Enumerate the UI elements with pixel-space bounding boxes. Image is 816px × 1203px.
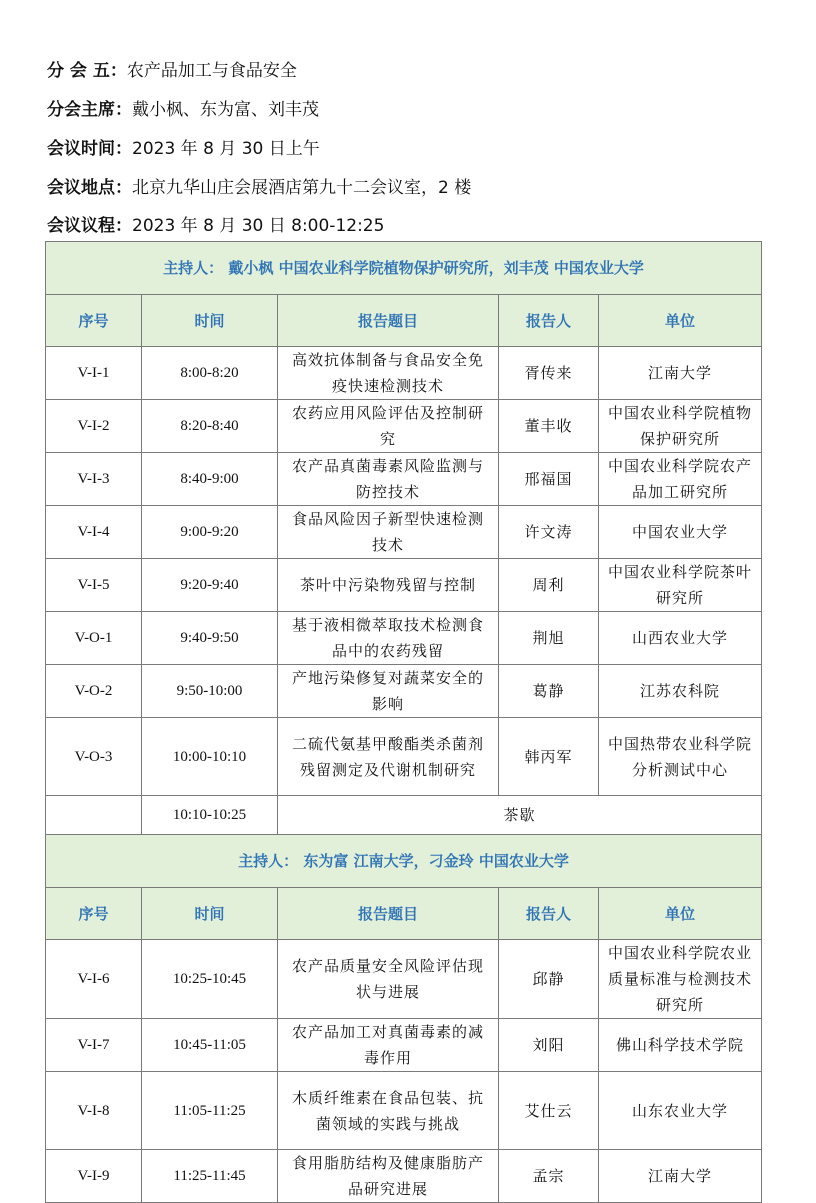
session-chairs-line	[47, 95, 319, 120]
talk-org: 中国农业科学院农业质量标准与检测技术研究所	[599, 940, 762, 1019]
talk-title: 农产品加工对真菌毒素的减毒作用	[278, 1019, 499, 1072]
talk-time: 10:00-10:10	[142, 718, 278, 796]
talk-org: 江苏农科院	[599, 665, 762, 718]
talk-org: 中国农业科学院植物保护研究所	[599, 400, 762, 453]
talk-title: 农药应用风险评估及控制研究	[278, 400, 499, 453]
table-row	[46, 718, 762, 796]
host-row-2	[46, 835, 762, 888]
talk-org: 江南大学	[599, 1150, 762, 1203]
table-row	[46, 1072, 762, 1150]
talk-time: 9:40-9:50	[142, 612, 278, 665]
col-header-id: 序号	[46, 295, 142, 347]
talk-time: 9:20-9:40	[142, 559, 278, 612]
header-row	[46, 888, 762, 940]
talk-id: V-I-8	[46, 1072, 142, 1150]
talk-id: V-I-7	[46, 1019, 142, 1072]
talk-speaker: 周利	[499, 559, 599, 612]
session-name-label: 分 会 五：	[47, 61, 127, 81]
table-row	[46, 400, 762, 453]
talk-id: V-O-2	[46, 665, 142, 718]
talk-org: 中国农业科学院农产品加工研究所	[599, 453, 762, 506]
session-venue-line	[47, 173, 471, 198]
talk-title: 农产品质量安全风险评估现状与进展	[278, 940, 499, 1019]
talk-title: 基于液相微萃取技术检测食品中的农药残留	[278, 612, 499, 665]
talk-time: 10:25-10:45	[142, 940, 278, 1019]
talk-time: 8:00-8:20	[142, 347, 278, 400]
talk-title: 茶叶中污染物残留与控制	[278, 559, 499, 612]
header-row	[46, 295, 762, 347]
talk-id: V-I-6	[46, 940, 142, 1019]
table-row	[46, 559, 762, 612]
table-row	[46, 940, 762, 1019]
talk-id: V-I-1	[46, 347, 142, 400]
session-time-label: 会议时间：	[47, 139, 132, 159]
session-agenda-line	[47, 211, 384, 236]
session-venue-label: 会议地点：	[47, 178, 132, 198]
table-row	[46, 453, 762, 506]
break-label: 茶歇	[278, 796, 762, 835]
talk-speaker: 孟宗	[499, 1150, 599, 1203]
table-row	[46, 612, 762, 665]
col-header-time: 时间	[142, 888, 278, 940]
talk-speaker: 葛静	[499, 665, 599, 718]
col-header-title: 报告题目	[278, 888, 499, 940]
talk-title: 产地污染修复对蔬菜安全的影响	[278, 665, 499, 718]
host-cell: 主持人： 东为富 江南大学，刁金玲 中国农业大学	[46, 835, 762, 888]
session-chairs: 戴小枫、东为富、刘丰茂	[132, 100, 319, 120]
col-header-speaker: 报告人	[499, 888, 599, 940]
talk-id: V-O-1	[46, 612, 142, 665]
break-row	[46, 796, 762, 835]
table-row	[46, 506, 762, 559]
table-row	[46, 665, 762, 718]
talk-speaker: 邱静	[499, 940, 599, 1019]
schedule-table	[45, 241, 762, 1203]
table-row	[46, 347, 762, 400]
talk-title: 农产品真菌毒素风险监测与防控技术	[278, 453, 499, 506]
talk-time: 9:50-10:00	[142, 665, 278, 718]
talk-speaker: 胥传来	[499, 347, 599, 400]
talk-speaker: 邢福国	[499, 453, 599, 506]
talk-title: 高效抗体制备与食品安全免疫快速检测技术	[278, 347, 499, 400]
talk-org: 山西农业大学	[599, 612, 762, 665]
talk-id: V-I-3	[46, 453, 142, 506]
table-row	[46, 1019, 762, 1072]
col-header-org: 单位	[599, 295, 762, 347]
session-agenda: 2023 年 8 月 30 日 8:00-12:25	[132, 216, 385, 236]
table-row	[46, 1150, 762, 1203]
talk-speaker: 董丰收	[499, 400, 599, 453]
session-name-line	[47, 56, 297, 81]
talk-time: 11:05-11:25	[142, 1072, 278, 1150]
host-row-1	[46, 242, 762, 295]
talk-id: V-I-2	[46, 400, 142, 453]
col-header-title: 报告题目	[278, 295, 499, 347]
talk-title: 木质纤维素在食品包装、抗菌领域的实践与挑战	[278, 1072, 499, 1150]
talk-time: 8:20-8:40	[142, 400, 278, 453]
session-name: 农产品加工与食品安全	[126, 61, 297, 81]
talk-id: V-I-5	[46, 559, 142, 612]
talk-time: 9:00-9:20	[142, 506, 278, 559]
talk-time: 11:25-11:45	[142, 1150, 278, 1203]
talk-speaker: 刘阳	[499, 1019, 599, 1072]
talk-title: 二硫代氨基甲酸酯类杀菌剂残留测定及代谢机制研究	[278, 718, 499, 796]
break-id-empty	[46, 796, 142, 835]
session-time: 2023 年 8 月 30 日上午	[132, 139, 320, 159]
talk-speaker: 许文涛	[499, 506, 599, 559]
col-header-org: 单位	[599, 888, 762, 940]
session-chairs-label: 分会主席：	[47, 100, 132, 120]
talk-org: 山东农业大学	[599, 1072, 762, 1150]
talk-org: 中国农业科学院茶叶研究所	[599, 559, 762, 612]
session-venue: 北京九华山庄会展酒店第九十二会议室，2 楼	[132, 178, 472, 198]
talk-org: 江南大学	[599, 347, 762, 400]
session-agenda-label: 会议议程：	[47, 216, 132, 236]
host-cell: 主持人： 戴小枫 中国农业科学院植物保护研究所，刘丰茂 中国农业大学	[46, 242, 762, 295]
col-header-time: 时间	[142, 295, 278, 347]
talk-id: V-I-9	[46, 1150, 142, 1203]
talk-speaker: 荆旭	[499, 612, 599, 665]
talk-org: 佛山科学技术学院	[599, 1019, 762, 1072]
col-header-id: 序号	[46, 888, 142, 940]
talk-title: 食品风险因子新型快速检测技术	[278, 506, 499, 559]
talk-speaker: 艾仕云	[499, 1072, 599, 1150]
col-header-speaker: 报告人	[499, 295, 599, 347]
talk-title: 食用脂肪结构及健康脂肪产品研究进展	[278, 1150, 499, 1203]
talk-time: 8:40-9:00	[142, 453, 278, 506]
talk-org: 中国热带农业科学院分析测试中心	[599, 718, 762, 796]
talk-org: 中国农业大学	[599, 506, 762, 559]
session-time-line	[47, 134, 320, 159]
break-time: 10:10-10:25	[142, 796, 278, 835]
talk-id: V-O-3	[46, 718, 142, 796]
talk-speaker: 韩丙军	[499, 718, 599, 796]
talk-id: V-I-4	[46, 506, 142, 559]
talk-time: 10:45-11:05	[142, 1019, 278, 1072]
